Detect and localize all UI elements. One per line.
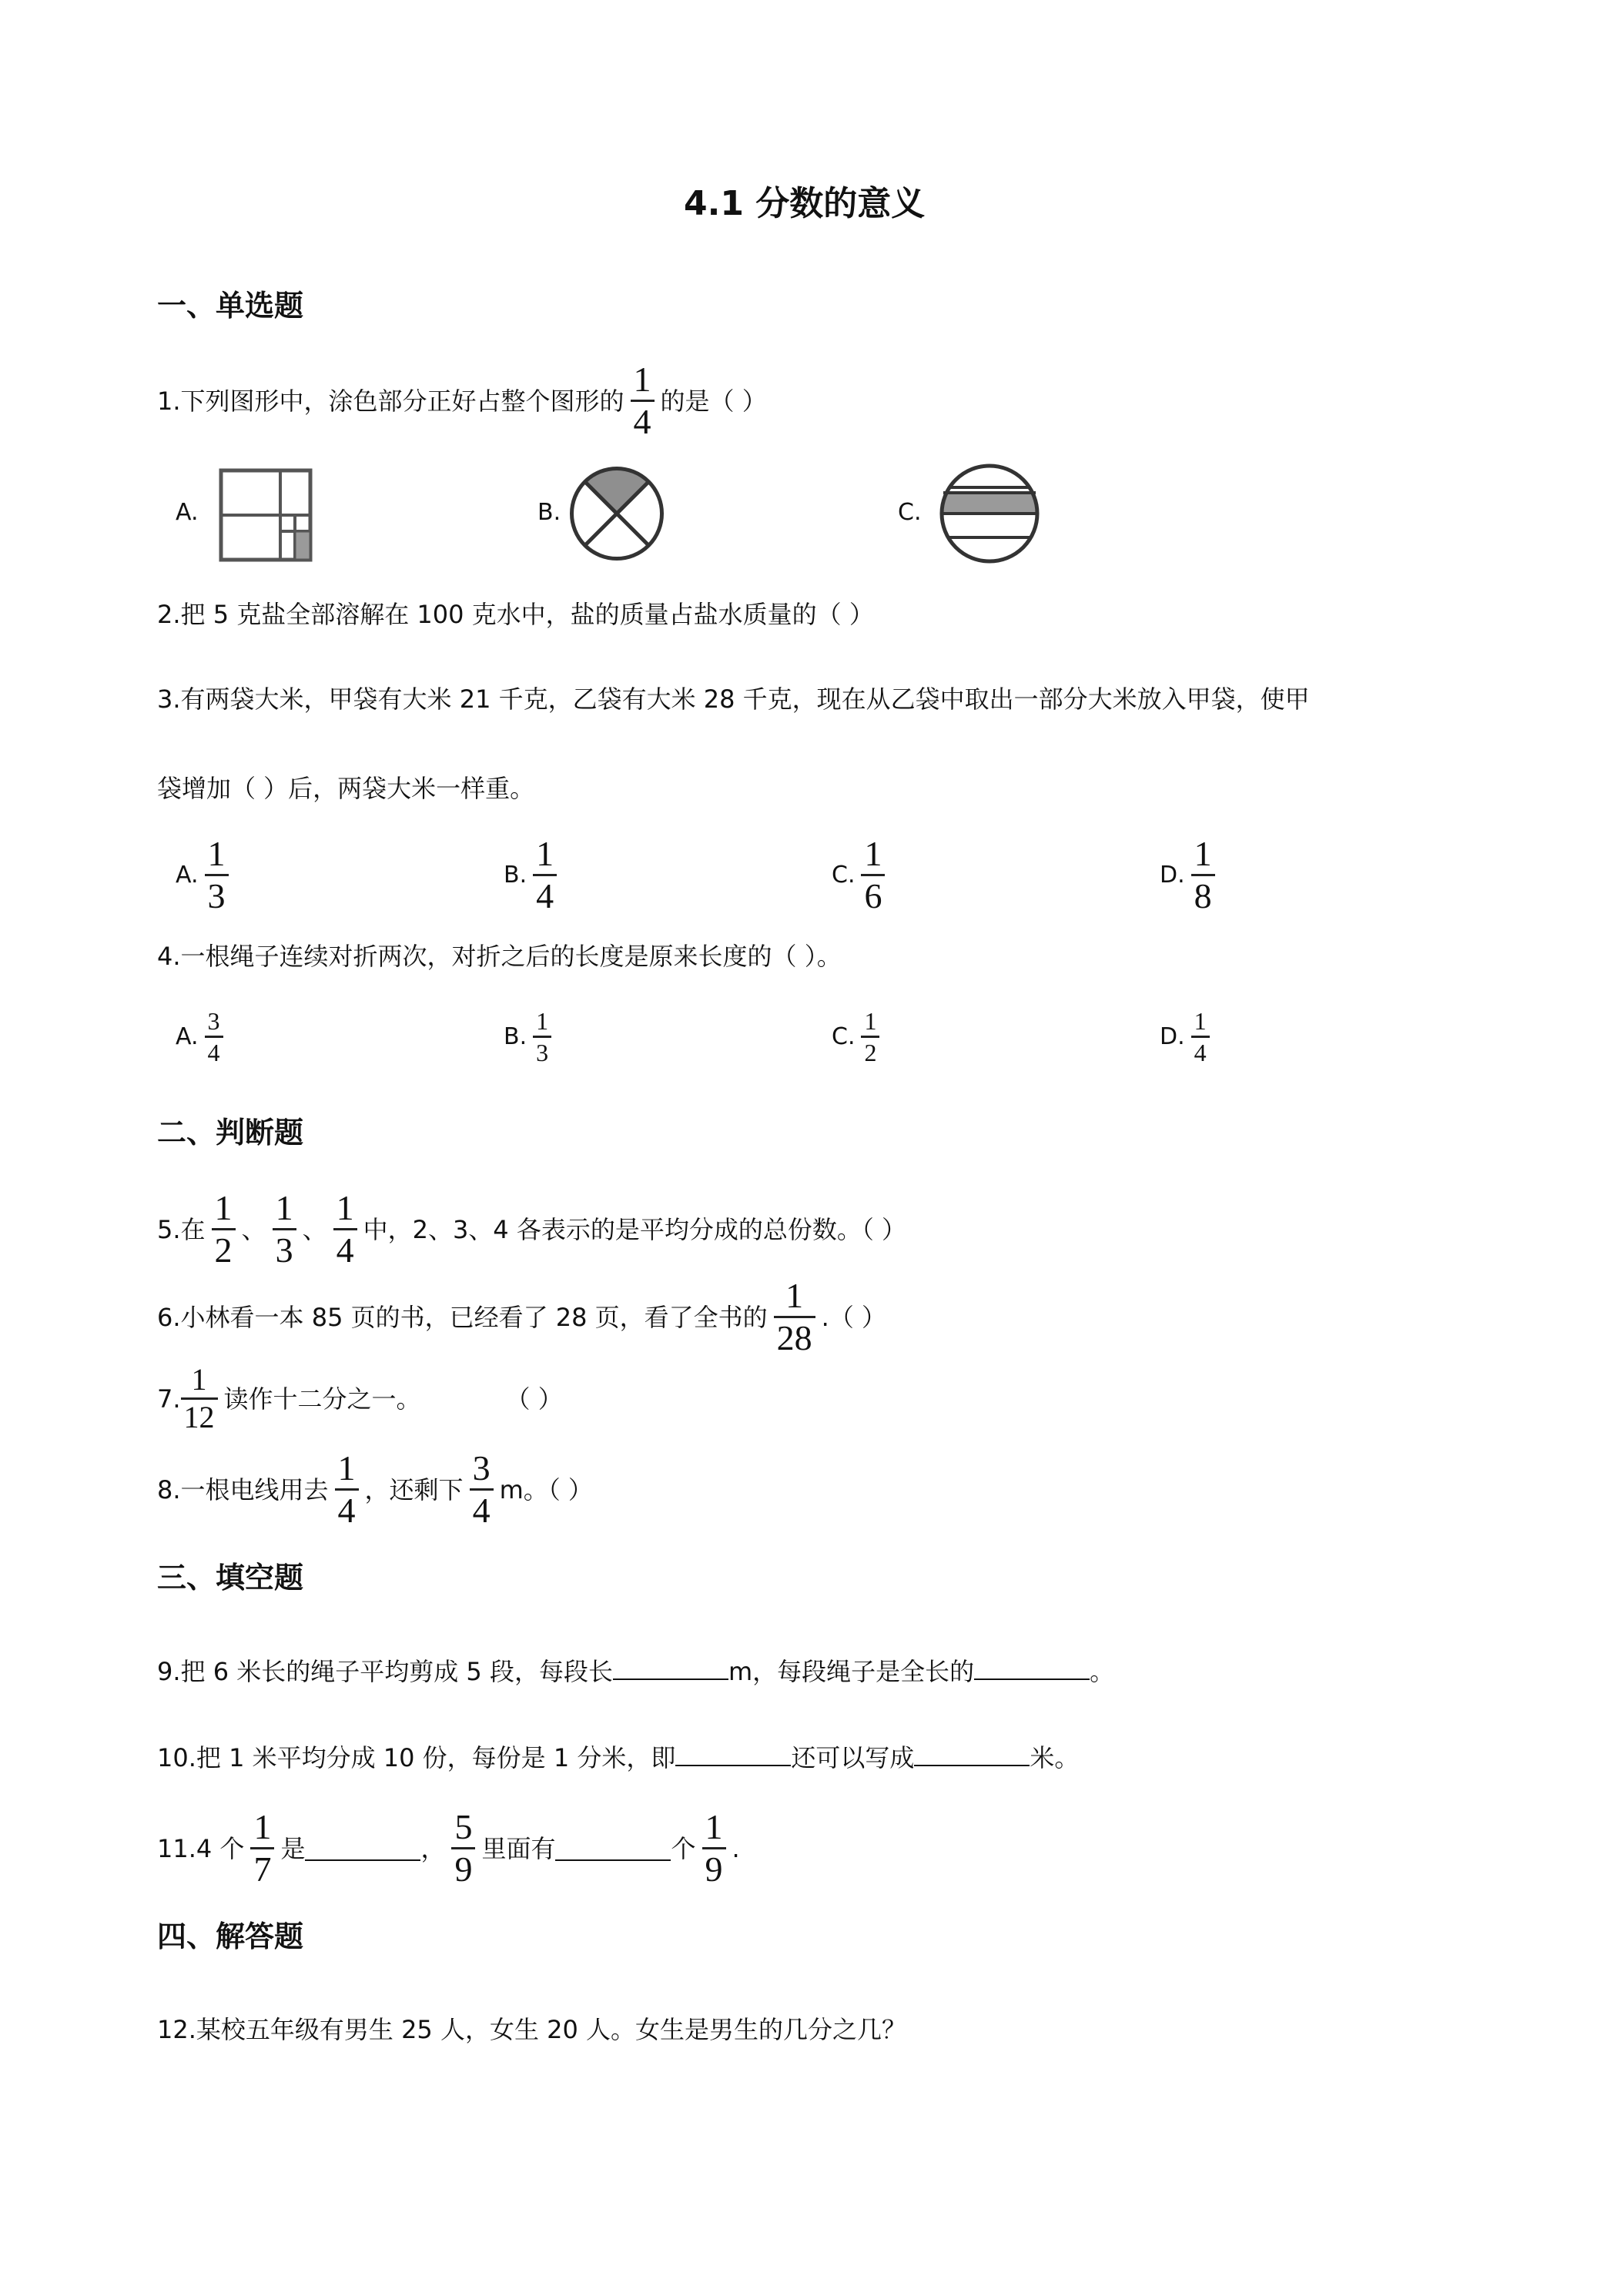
question-5-fraction-3: $\frac{1}{4}$ [333,1190,357,1268]
q3-option-a-fraction: $\frac{1}{3}$ [205,836,229,914]
q3-option-c[interactable]: C. $\frac{1}{6}$ [832,836,891,914]
question-7: 7. $\frac{1}{12}$ 读作十二分之一。 （ ） [157,1362,563,1434]
question-1 [157,362,767,440]
question-1-fraction: $\frac{1}{4}$ [631,362,655,440]
q4-option-c[interactable]: C. $\frac{1}{2}$ [832,1009,886,1065]
q4-option-d-fraction: $\frac{1}{4}$ [1191,1009,1210,1065]
q4-option-a-fraction: $\frac{3}{4}$ [205,1009,223,1065]
circle-quarter-icon [567,464,667,564]
question-11-fraction-2: $\frac{5}{9}$ [451,1809,475,1887]
q4-option-c-fraction: $\frac{1}{2}$ [861,1009,879,1065]
section-heading-fill-blank: 三、填空题 [157,1561,304,1595]
question-11: 11.4 个 $\frac{1}{7}$ 是 ， $\frac{5}{9}$ 里面有 个 $\frac{1}{9}$ . [157,1807,740,1889]
q1-option-b-figure[interactable] [567,464,667,564]
q4-option-a[interactable]: A. $\frac{3}{4}$ [176,1009,229,1065]
q9-blank-1[interactable] [613,1655,728,1680]
q1-option-a-figure[interactable] [219,468,313,562]
q4-option-d[interactable]: D. $\frac{1}{4}$ [1160,1009,1216,1065]
question-11-fraction-3: $\frac{1}{9}$ [702,1809,726,1887]
q10-blank-1[interactable] [675,1742,791,1766]
question-3-line-1: 3.有两袋大米，甲袋有大米 21 千克，乙袋有大米 28 千克，现在从乙袋中取出一部分大米放入甲袋，使甲 [157,684,1310,714]
question-8-fraction-1: $\frac{1}{4}$ [335,1451,359,1528]
page-title: 4.1 分数的意义 [684,184,926,223]
question-4-text: 4.一根绳子连续对折两次，对折之后的长度是原来长度的（ ）。 [157,942,842,971]
question-7-fraction: $\frac{1}{12}$ [181,1364,218,1433]
question-6-fraction: $\frac{1}{28}$ [774,1278,815,1356]
question-11-fraction-1: $\frac{1}{7}$ [250,1809,274,1887]
q10-blank-2[interactable] [914,1742,1030,1766]
q11-blank-1[interactable] [305,1836,420,1861]
q3-option-b[interactable]: B. $\frac{1}{4}$ [504,836,563,914]
q3-option-d-fraction: $\frac{1}{8}$ [1191,836,1215,914]
question-8-fraction-2: $\frac{3}{4}$ [470,1451,494,1528]
question-1-text: 1.下列图形中，涂色部分正好占整个图形的 [157,386,624,416]
question-6: 6.小林看一本 85 页的书，已经看了 28 页，看了全书的 $\frac{1}{28}$ .（ ） [157,1276,887,1357]
question-10: 10.把 1 米平均分成 10 份，每份是 1 分米，即 还可以写成 米。 [157,1743,1080,1772]
square-grid-icon [219,468,313,562]
section-heading-solve: 四、解答题 [157,1919,304,1953]
q3-option-b-fraction: $\frac{1}{4}$ [533,836,557,914]
q9-blank-2[interactable] [974,1655,1090,1680]
question-8: 8.一根电线用去 $\frac{1}{4}$ ，还剩下 $\frac{3}{4}$ m。（ ） [157,1448,593,1530]
q1-option-c-label[interactable]: C. [898,499,922,526]
question-5-fraction-1: $\frac{1}{2}$ [212,1190,236,1268]
question-2-text: 2.把 5 克盐全部溶解在 100 克水中，盐的质量占盐水质量的（ ） [157,600,874,629]
section-heading-single-choice: 一、单选题 [157,289,304,323]
question-3-line-2: 袋增加（ ）后，两袋大米一样重。 [157,774,535,803]
question-12-text: 12.某校五年级有男生 25 人，女生 20 人。女生是男生的几分之几？ [157,2015,907,2044]
q1-option-c-figure[interactable] [936,460,1043,567]
question-5: 5.在 $\frac{1}{2}$ 、 $\frac{1}{3}$ 、 $\frac{1}{4}$ 中，2、3、4 各表示的是平均分成的总份数。（ ） [157,1188,907,1270]
q1-option-b-label[interactable]: B. [537,499,561,526]
q4-option-b-fraction: $\frac{1}{3}$ [533,1009,551,1065]
q11-blank-2[interactable] [555,1836,671,1861]
q1-option-a-label[interactable]: A. [176,499,199,526]
section-heading-true-false: 二、判断题 [157,1116,304,1150]
q3-option-a[interactable]: A. $\frac{1}{3}$ [176,836,235,914]
question-1-tail: 的是（ ） [660,386,767,416]
q4-option-b[interactable]: B. $\frac{1}{3}$ [504,1009,558,1065]
circle-band-icon [936,460,1043,567]
question-9: 9.把 6 米长的绳子平均剪成 5 段，每段长 m，每段绳子是全长的 。 [157,1657,1115,1686]
q3-option-c-fraction: $\frac{1}{6}$ [861,836,885,914]
question-5-fraction-2: $\frac{1}{3}$ [273,1190,296,1268]
q3-option-d[interactable]: D. $\frac{1}{8}$ [1160,836,1221,914]
